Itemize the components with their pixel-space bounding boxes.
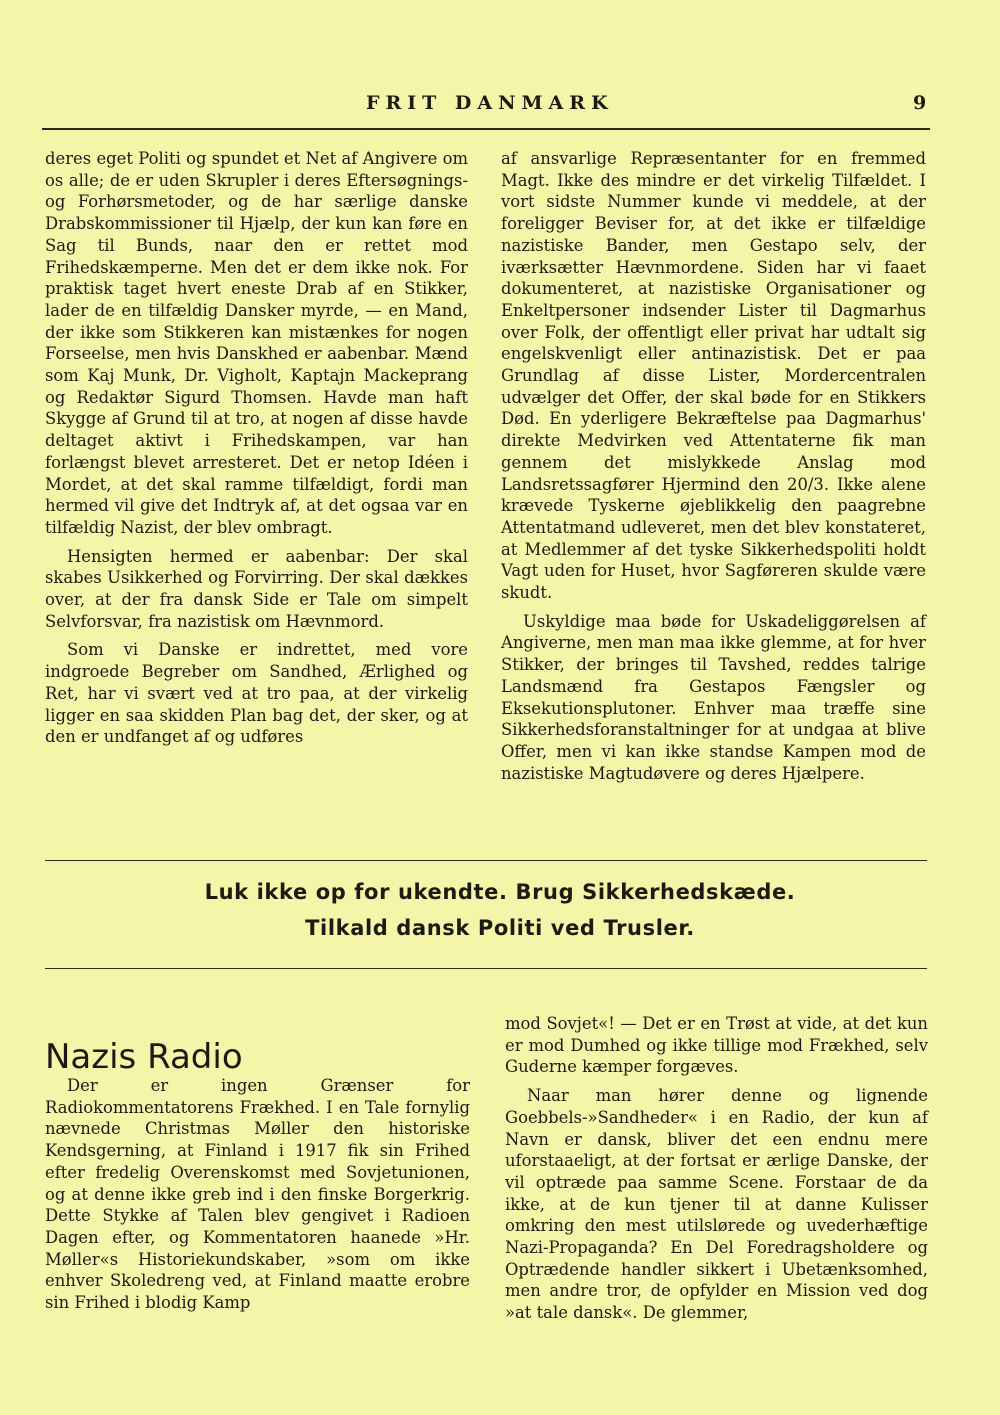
paragraph: Der er ingen Grænser for Radiokommentatorens Frækhed. I en Tale fornylig nævnede Christmas Møller den historiske Kendsgerning, at Finland i 1917 fik sin Frihed efter fredelig Overenskomst med Sovjetunionen, og at denne ikke greb ind i den finske Borgerkrig. Dette Stykke af Talen blev gengivet i Radioen Dagen efter, og Kommentatoren haanede »Hr. Møller«s Historiekundskaber, »som om ikke enhver Skoledreng ved, at Finland maatte erobre sin Frihed i blodig Kamp (45, 1076, 470, 1313)
article-title: Nazis Radio (45, 1036, 243, 1077)
article-left-column (45, 1075, 470, 1314)
section-divider-top (45, 860, 927, 861)
paragraph: Som vi Danske er indrettet, med vore indgroede Begreber om Sandhed, Ærlighed og Ret, har vi svært ved at tro paa, at der virkelig ligger en saa skidden Plan bag det, der sker, og at den er undfanget af og udføres (45, 640, 468, 747)
paragraph: af ansvarlige Repræsentanter for en fremmed Magt. Ikke des mindre er det virkelig Tilfældet. I vort sidste Nummer kunde vi meddele, at der foreligger Beviser for, at det ikke er tilfældige nazistiske Bander, men Gestapo selv, der iværksætter Hævnmordene. Siden har vi faaet dokumenteret, at nazistiske Organisationer og Enkeltpersoner indsender Lister til Dagmarhus over Folk, der offentligt eller privat har udtalt sig engelskvenligt eller antinazistisk. Det er paa Grundlag af disse Lister, Mordercentralen udvælger det Offer, der skal bøde for en Stikkers Død. En yderligere Bekræftelse paa Dagmarhus' direkte Medvirken ved Attentaterne fik man gennem det mislykkede Anslag mod Landsretssagfører Hjermind den 20/3. Ikke alene krævede Tyskerne øjeblikkelig den paagrebne Attentatmand udleveret, men det blev konstateret, at Medlemmer af det tyske Sikkerhedspoliti holdt Vagt uden for Huset, hvor Sagføreren skulde være skudt. (501, 149, 926, 603)
header-rule (42, 128, 930, 130)
safety-notice-line-2: Tilkald dansk Politi ved Trusler. (305, 916, 695, 940)
paragraph: mod Sovjet«! — Det er en Trøst at vide, at det kun er mod Dumhed og ikke tillige mod Frækhed, selv Guderne kæmper forgæves. (505, 1014, 928, 1077)
paragraph: deres eget Politi og spundet et Net af Angivere om os alle; de er uden Skrupler i deres Eftersøgnings- og Forhørsmetoder, og de har særlige danske Drabskommissioner til Hjælp, der kun kan føre en Sag til Bunds, naar den er rettet mod Frihedskæmperne. Men det er dem ikke nok. For praktisk taget hvert eneste Drab af en Stikker, lader de en tilfældig Dansker myrde, — en Mand, der ikke som Stikkeren kan mistænkes for nogen Forseelse, men hvis Danskhed er aabenbar. Mænd som Kaj Munk, Dr. Vigholt, Kaptajn Mackeprang og Redaktør Sigurd Thomsen. Havde man haft Skygge af Grund til at tro, at nogen af disse havde deltaget aktivt i Frihedskampen, var han forlængst blevet arresteret. Det er netop Idéen i Mordet, at det skal ramme tilfældigt, fordi man hermed vil give det Indtryk af, at det ogsaa var en tilfældig Nazist, der blev ombragt. (45, 149, 468, 537)
section-divider-bottom (45, 968, 927, 969)
top-left-column (45, 148, 468, 748)
top-right-column (501, 148, 926, 784)
article-right-column (505, 1013, 928, 1324)
paragraph: Uskyldige maa bøde for Uskadeliggørelsen af Angiverne, men man maa ikke glemme, at for hver Stikker, der bringes til Tavshed, reddes talrige Landsmænd fra Gestapos Fængsler og Eksekutionsplutoner. Enhver maa træffe sine Sikkerhedsforanstaltninger for at undgaa at blive Offer, men vi kan ikke standse Kampen mod de nazistiske Magtudøvere og deres Hjælpere. (501, 611, 926, 783)
paragraph: Hensigten hermed er aabenbar: Der skal skabes Usikkerhed og Forvirring. Der skal dækkes over, at der fra dansk Side er Tale om simpelt Selvforsvar, fra nazistisk om Hævnmord. (45, 546, 468, 631)
paragraph: Naar man hører denne og lignende Goebbels-»Sandheder« i en Radio, der kun af Navn er dansk, bliver det een endnu mere uforstaaeligt, at der fortsat er ærlige Danske, der vil optræde paa samme Scene. Forstaar de da ikke, at de kun tjener til at danne Kulisser omkring den mest utilslørede og uvederhæftige Nazi-Propaganda? En Del Foredragsholdere og Optrædende handler sikkert i Ubetænksomhed, men andre tror, de opfylder en Mission ved dog »at tale dansk«. De glemmer, (505, 1086, 928, 1323)
running-head (0, 92, 1000, 122)
page-number: 9 (913, 92, 927, 114)
journal-title: FRIT DANMARK (366, 92, 614, 114)
safety-notice-line-1: Luk ikke op for ukendte. Brug Sikkerhedskæde. (204, 880, 796, 904)
